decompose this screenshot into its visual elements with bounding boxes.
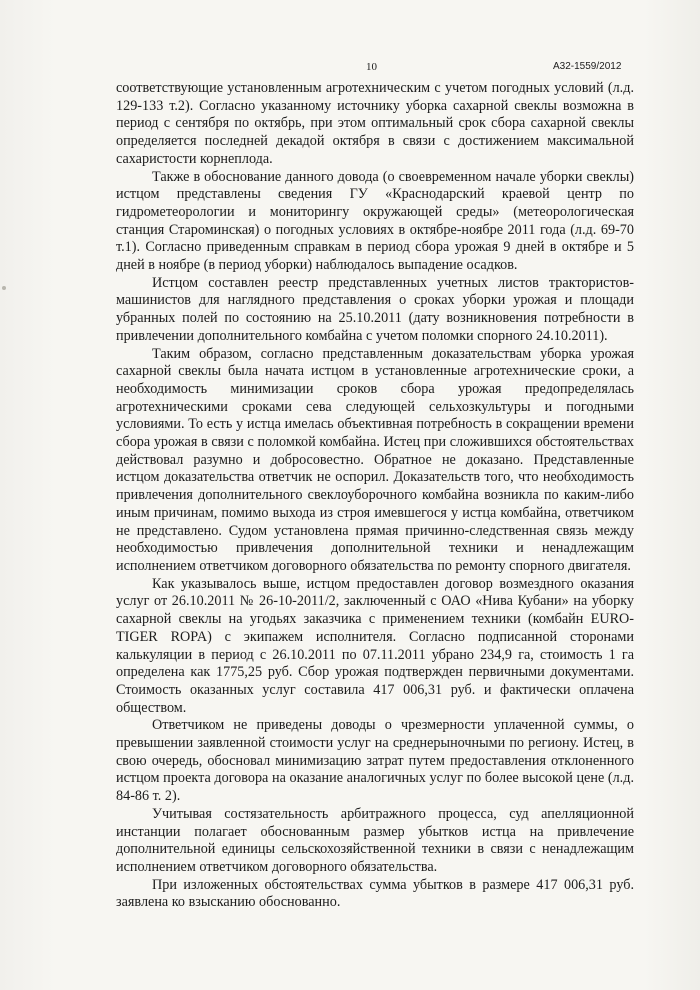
page-number: 10 — [366, 61, 377, 73]
paragraph-final-conclusion: При изложенных обстоятельствах сумма убытков в размере 417 006,31 руб. заявлена ко взысканию обоснованно. — [116, 876, 634, 911]
paragraph-continuation: соответствующие установленным агротехническим с учетом погодных условий (л.д. 129-133 т.2). Согласно указанному источнику уборка сахарной свеклы возможна в период с сентября по октябрь, при этом оптимальный срок сбора сахарной свеклы определяется последней декадой октября в связи с достижением максимальной сахаристости корнеплода. — [116, 80, 634, 167]
paragraph-weather-evidence: Также в обоснование данного довода (о своевременном начале уборки свеклы) истцом представлены сведения ГУ «Краснодарский краевой центр по гидрометеорологии и мониторингу окружающей среды» (метеорологическая станция Староминская) о погодных условиях в октябре-ноябре 2011 года (л.д. 69-70 т.1). Согласно приведенным справкам в период сбора урожая 9 дней в октябре и 5 дней в ноябре (в период уборки) наблюдалось выпадение осадков. — [116, 168, 634, 274]
paragraph-registry: Истцом составлен реестр представленных учетных листов трактористов-машинистов для наглядного представления о сроках уборки урожая и площади убранных полей по состоянию на 25.10.2011 (дату возникновения потребности в привлечении дополнительного комбайна с учетом поломки спорного 24.10.2011). — [116, 274, 634, 344]
paragraph-service-contract: Как указывалось выше, истцом предоставлен договор возмездного оказания услуг от 26.10.2011 № 26-10-2011/2, заключенный с ОАО «Нива Кубани» на уборку сахарной свеклы на угодьях заказчика с применением техники (комбайн EURO-TIGER ROPA) с экипажем исполнителя. Согласно подписанной сторонами калькуляции в период с 26.10.2011 по 07.11.2011 убрано 234,9 га, стоимость 1 га определена как 1775,25 руб. Сбор урожая подтвержден первичными документами. Стоимость оказанных услуг составила 417 006,31 руб. и фактически оплачена обществом. — [116, 575, 634, 716]
margin-mark — [2, 286, 6, 290]
paragraph-conclusion-causation: Таким образом, согласно представленным доказательствам уборка урожая сахарной свеклы была начата истцом в установленные агротехнические сроки, а необходимость минимизации сроков сбора урожая предопределялась агротехническими сроками сева следующей сельхозкультуры и погодными условиями. То есть у истца имелась объективная потребность в сокращении времени сбора урожая в связи с поломкой комбайна. Истец при сложившихся обстоятельствах действовал разумно и добросовестно. Обратное не доказано. Представленные истцом доказательства ответчик не оспорил. Доказательств того, что необходимость привлечения дополнительного свеклоуборочного комбайна возникла по каким-либо иным причинам, помимо выхода из строя имевшегося у истца комбайна, ответчиком не представлено. Судом установлена прямая причинно-следственная связь между необходимостью привлечения дополнительной техники и ненадлежащим исполнением ответчиком договорного обязательства по ремонту спорного двигателя. — [116, 345, 634, 574]
document-body — [116, 80, 634, 912]
case-number: А32-1559/2012 — [553, 61, 622, 72]
paragraph-cost-reasonableness: Ответчиком не приведены доводы о чрезмерности уплаченной суммы, о превышении заявленной стоимости услуг на среднерыночными по региону. Истец, в свою очередь, обосновал минимизацию затрат путем предоставления отклоненного истцом проекта договора на оказание аналогичных услуг по более высокой цене (л.д. 84-86 т. 2). — [116, 717, 634, 805]
paragraph-appeal-court-position: Учитывая состязательность арбитражного процесса, суд апелляционной инстанции полагает обоснованным размер убытков истца на привлечение дополнительной единицы сельскохозяйственной техники в связи с ненадлежащим исполнением ответчиком договорного обязательства. — [116, 805, 634, 875]
